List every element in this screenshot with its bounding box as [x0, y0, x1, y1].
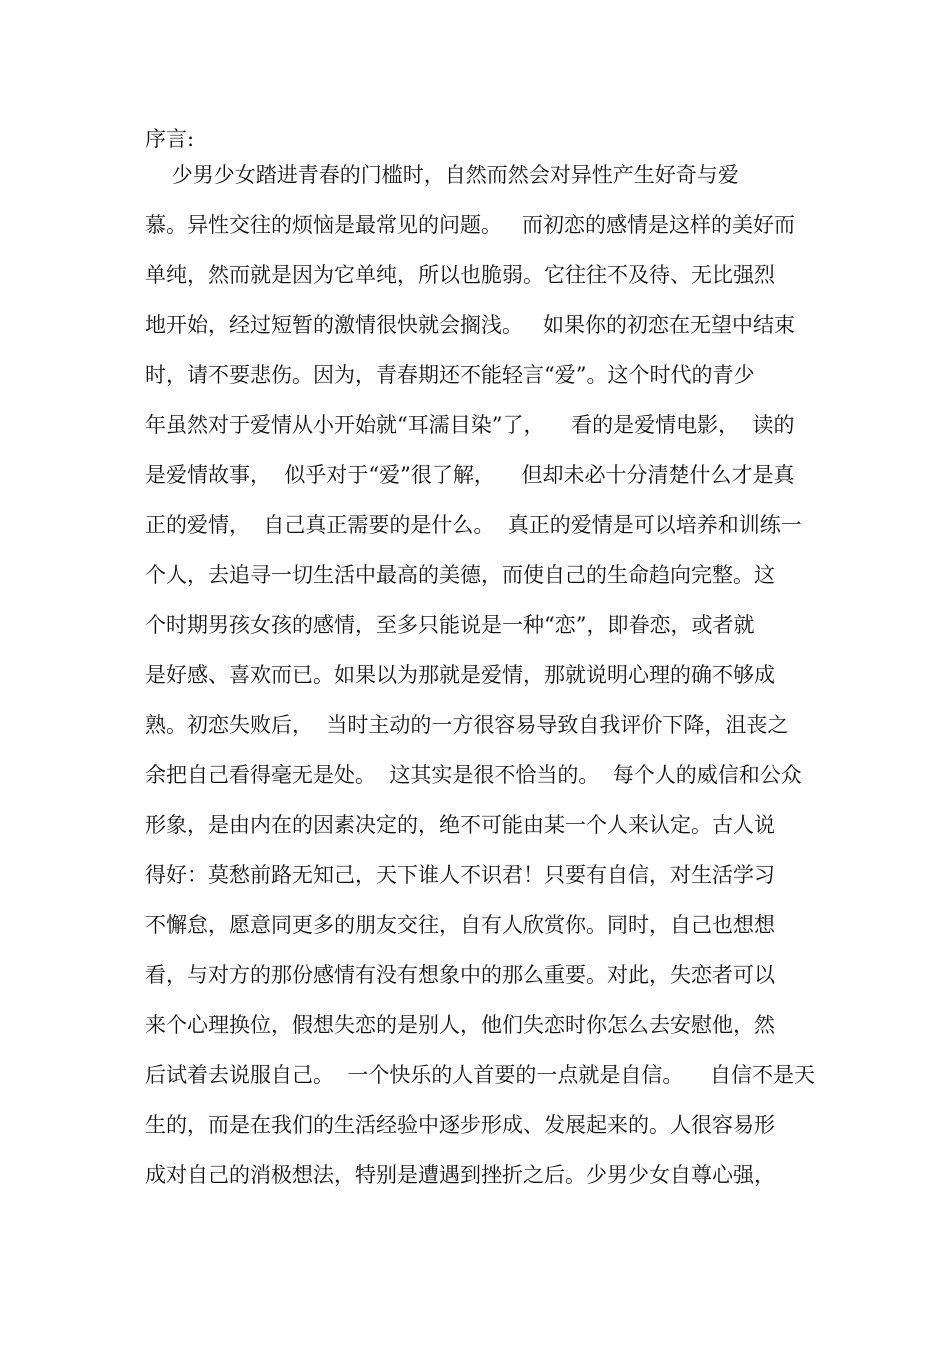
text-line: 看，与对方的那份感情有没有想象中的那么重要。对此，失恋者可以 [145, 963, 775, 987]
text-line: 慕。异性交往的烦恼是最常见的问题。 而初恋的感情是这样的美好而 [145, 213, 796, 237]
text-line: 个人，去追寻一切生活中最高的美德，而使自己的生命趋向完整。这 [145, 563, 775, 587]
text-line: 得好：莫愁前路无知己，天下谁人不识君！只要有自信，对生活学习 [145, 863, 775, 887]
text-line: 形象，是由内在的因素决定的，绝不可能由某一个人来认定。古人说 [145, 813, 775, 837]
text-line: 熟。初恋失败后， 当时主动的一方很容易导致自我评价下降，沮丧之 [145, 713, 789, 737]
text-line: 不懈怠，愿意同更多的朋友交往，自有人欣赏你。同时，自己也想想 [145, 913, 775, 937]
text-line: 生的，而是在我们的生活经验中逐步形成、发展起来的。人很容易形 [145, 1113, 775, 1137]
text-line: 时，请不要悲伤。因为，青春期还不能轻言“爱”。这个时代的青少 [145, 363, 755, 387]
text-line: 个时期男孩女孩的感情，至多只能说是一种“恋”，即眷恋，或者就 [145, 613, 755, 637]
text-line: 是爱情故事， 似乎对于“爱”很了解， 但却未必十分清楚什么才是真 [145, 463, 795, 487]
text-line: 成对自己的消极想法，特别是遭遇到挫折之后。少男少女自尊心强， [145, 1163, 775, 1187]
text-line: 余把自己看得毫无是处。 这其实是很不恰当的。 每个人的威信和公众 [145, 763, 802, 787]
body-text [145, 150, 825, 1200]
text-line: 后试着去说服自己。 一个快乐的人首要的一点就是自信。 自信不是天 [145, 1063, 816, 1087]
text-line: 正的爱情， 自己真正需要的是什么。 真正的爱情是可以培养和训练一 [145, 513, 802, 537]
text-line: 地开始，经过短暂的激情很快就会搁浅。 如果你的初恋在无望中结束 [145, 313, 796, 337]
text-line: 少男少女踏进青春的门槛时，自然而然会对异性产生好奇与爱 [145, 163, 739, 187]
text-line: 单纯，然而就是因为它单纯，所以也脆弱。它往往不及待、无比强烈 [145, 263, 775, 287]
section-heading: 序言: [145, 127, 195, 151]
text-line: 来个心理换位，假想失恋的是别人，他们失恋时你怎么去安慰他，然 [145, 1013, 775, 1037]
text-line: 是好感、喜欢而已。如果以为那就是爱情，那就说明心理的确不够成 [145, 663, 775, 687]
text-line: 年虽然对于爱情从小开始就“耳濡目染”了， 看的是爱情电影， 读的 [145, 413, 795, 437]
